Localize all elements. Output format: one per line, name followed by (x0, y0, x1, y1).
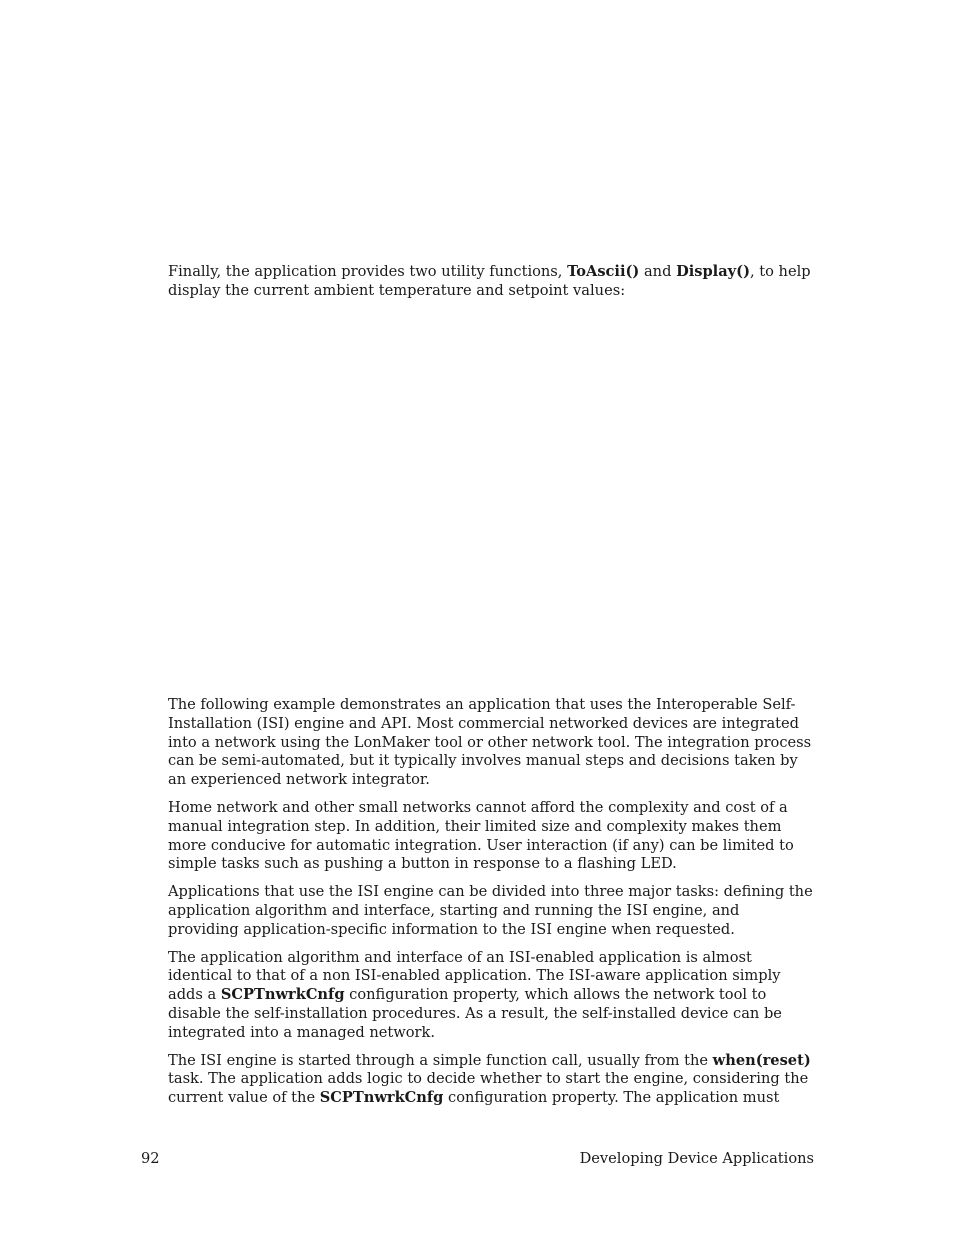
p5-text-end: configuration property. The application must (443, 1089, 780, 1107)
intro-text-and: and (639, 263, 677, 280)
paragraph-engine-start (168, 1052, 814, 1108)
p4-text-end: configuration property, which allows the network tool to disable the self-installation procedures. As a result, the self-installed device can be integrated into a managed network. (168, 986, 782, 1041)
scptnwrkcnfg-term-2: SCPTnwrkCnfg (319, 1089, 444, 1107)
p4-text-start: The application algorithm and interface of an ISI-enabled application is almost identical to that of a non ISI-enabled application. The ISI-aware application simply adds a (168, 948, 781, 1004)
scptnwrkcnfg-term: SCPTnwrkCnfg (220, 986, 345, 1004)
intro-text-start: Finally, the application provides two utility functions, (168, 263, 568, 280)
paragraph-algorithm-interface (168, 949, 814, 1043)
isi-section (168, 696, 814, 1117)
page-footer (141, 1150, 814, 1168)
display-function-name: Display() (676, 263, 750, 280)
intro-text-end: , to help display the current ambient temperature and setpoint values: (168, 263, 811, 299)
paragraph-major-tasks: Applications that use the ISI engine can be divided into three major tasks: defining the application algorithm and interface, starting and running the ISI engine, and providing application-specific information to the ISI engine when requested. (168, 883, 813, 938)
p5-text-middle: task. The application adds logic to decide whether to start the engine, considering the current value of the (168, 1070, 809, 1107)
when-reset-term: when(reset) (712, 1051, 811, 1069)
intro-paragraph (168, 263, 814, 310)
paragraph-home-network: Home network and other small networks cannot afford the complexity and cost of a manual integration step. In addition, their limited size and complexity makes them more conducive for automatic integration. User interaction (if any) can be limited to simple tasks such as pushing a button in response to a flashing LED. (168, 798, 794, 873)
toascii-function-name: ToAscii() (567, 263, 640, 280)
utility-functions-text (168, 263, 814, 301)
page-number: 92 (141, 1150, 160, 1167)
p5-text-start: The ISI engine is started through a simple function call, usually from the (168, 1051, 713, 1069)
section-title: Developing Device Applications (579, 1150, 814, 1167)
paragraph-isi-example: The following example demonstrates an application that uses the Interoperable Self-Installation (ISI) engine and API. Most commercial networked devices are integrated into a network using the LonMaker tool or other network tool. The integration process can be semi-automated, but it typically involves manual steps and decisions taken by an experienced network integrator. (168, 696, 812, 789)
